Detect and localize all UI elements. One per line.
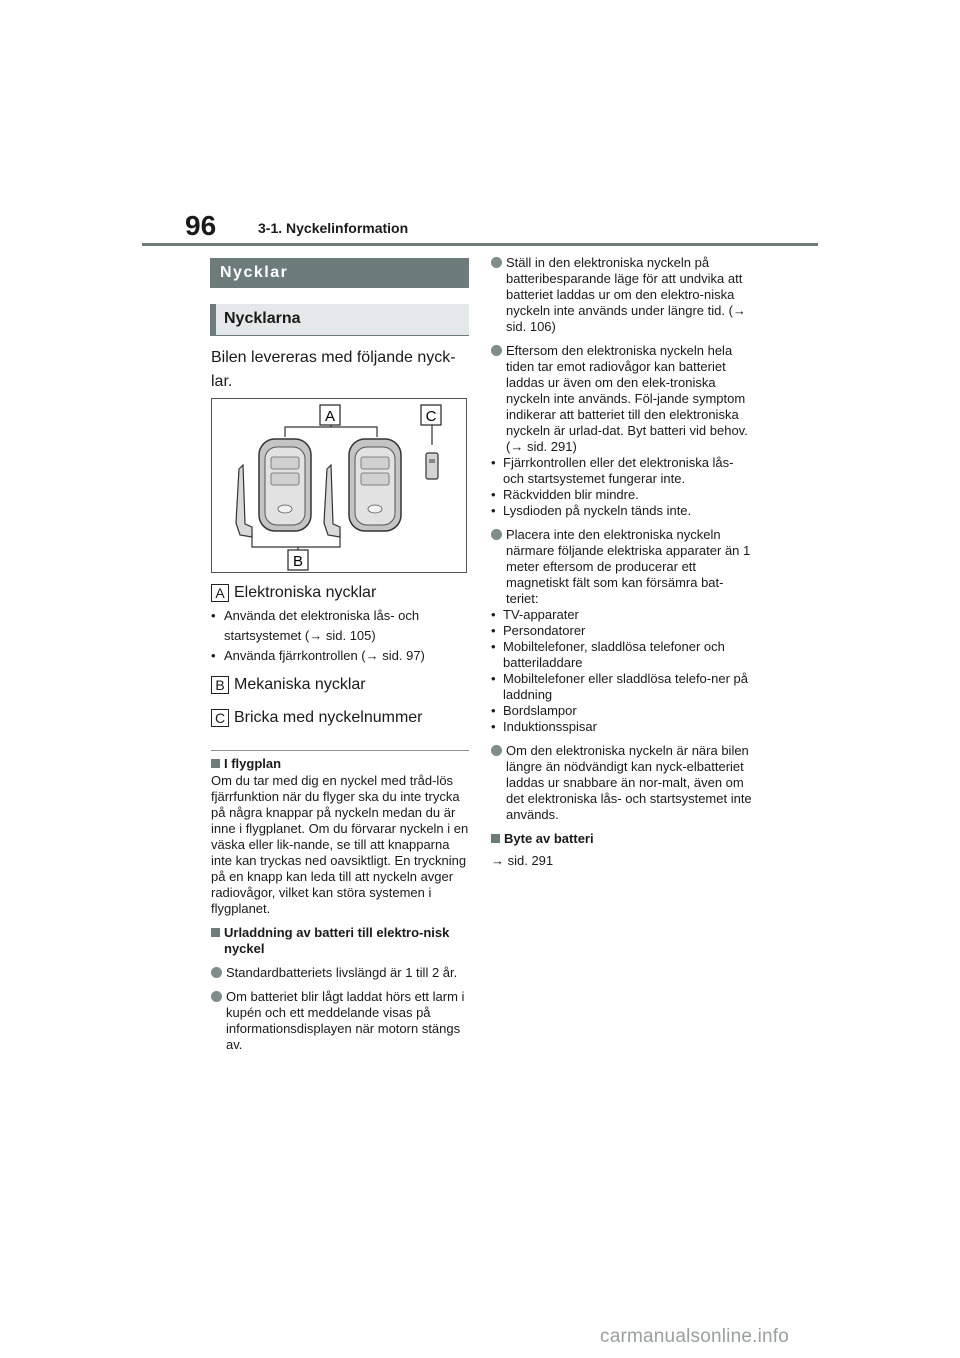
legend-c-text: Bricka med nyckelnummer <box>234 709 423 726</box>
notes-divider <box>211 750 469 751</box>
battery-save-note: Ställ in den elektroniska nyckeln på batteribesparande läge för att undvika att batteriet laddas ur om den elektro-niska nyckeln inte används under längre tid. (→ sid. 106) <box>491 255 753 335</box>
circle-bullet-icon <box>491 345 502 356</box>
list-item: • Mobiltelefoner eller sladdlösa telefo-ner på laddning <box>491 671 753 703</box>
circle-bullet-icon <box>211 967 222 978</box>
page-number: 96 <box>185 210 217 241</box>
label-a: A <box>324 408 336 425</box>
square-bullet-icon <box>211 928 220 937</box>
legend-a-letter: A <box>211 584 229 602</box>
circle-bullet-icon <box>491 745 502 756</box>
discharge-heading: Urladdning av batteri till elektro-nisk nyckel <box>211 925 469 957</box>
subsection-title: Nycklarna <box>210 304 469 336</box>
watermark: carmanualsonline.info <box>600 1326 790 1347</box>
list-item: • Mobiltelefoner, sladdlösa telefoner och batteriladdare <box>491 639 753 671</box>
discharge-point: Om batteriet blir lågt laddat hörs ett larm i kupén och ett meddelande visas på informationsdisplayen när motorn stängs av. <box>211 989 469 1053</box>
legend-a <box>211 584 376 602</box>
header-divider <box>142 243 818 246</box>
right-notes <box>491 255 753 869</box>
battery-page-link[interactable]: → sid. 291 <box>491 853 554 868</box>
legend-b <box>211 676 366 694</box>
list-item: • Fjärrkontrollen eller det elektroniska lås- och startsystemet fungerar inte. <box>491 455 753 487</box>
list-item: • Persondatorer <box>491 623 753 639</box>
battery-heading: Byte av batteri <box>491 831 753 847</box>
square-bullet-icon <box>491 834 500 843</box>
circle-bullet-icon <box>491 257 502 268</box>
list-item: • Använda det elektroniska lås- och startsystemet (→ sid. 105) <box>211 606 473 646</box>
label-a-connector <box>285 427 377 437</box>
chapter-title: 3-1. Nyckelinformation <box>258 220 409 236</box>
mechanical-key-left-icon <box>236 465 252 537</box>
near-car-note: Om den elektroniska nyckeln är nära bilen längre än nödvändigt kan nyck-elbatteriet laddas ur snabbare än nor-malt, även om det elektroniska lås- och startsystemet inte används. <box>491 743 753 823</box>
list-item: • Bordslampor <box>491 703 753 719</box>
label-c: C <box>425 408 437 425</box>
electronic-key-right-icon <box>349 439 401 531</box>
mechanical-key-right-icon <box>324 465 340 537</box>
legend-c <box>211 709 423 727</box>
discharge-point: Standardbatteriets livslängd är 1 till 2 år. <box>211 965 469 981</box>
list-item: • Induktionsspisar <box>491 719 753 735</box>
list-item: • Använda fjärrkontrollen (→ sid. 97) <box>211 646 473 666</box>
electronic-key-left-icon <box>259 439 311 531</box>
radio-wave-note: Eftersom den elektroniska nyckeln hela tiden tar emot radiovågor kan batteriet laddas ur även om den elek-troniska nyckeln inte används. Föl-jande symptom indikerar att batteriet till den elektroniska nyckeln är urlad-dat. Byt batteri vid behov. (→ sid. 291) <box>491 343 753 455</box>
label-b: B <box>292 553 304 570</box>
legend-a-items <box>211 606 473 666</box>
list-item: • TV-apparater <box>491 607 753 623</box>
flight-text: Om du tar med dig en nyckel med tråd-lös fjärrfunktion när du flyger ska du inte trycka på några knappar på nyckeln medan du är inne i flygplanet. Om du förvarar nyckeln i en väska eller lik-nande, se till att knapparna inte kan tryckas ned oavsiktligt. En tryckning på en knapp kan leda till att nyckeln avger radiovågor, vilket kan störa systemen i flygplanet. <box>211 773 469 916</box>
left-notes <box>211 756 469 1053</box>
list-item: • Räckvidden blir mindre. <box>491 487 753 503</box>
legend-c-letter: C <box>211 709 229 727</box>
key-number-plate-icon <box>426 453 438 479</box>
legend-a-text: Elektroniska nycklar <box>234 584 377 601</box>
subsection-underline <box>210 335 469 336</box>
section-title: Nycklar <box>210 258 469 288</box>
appliance-note: Placera inte den elektroniska nyckeln närmare följande elektriska apparater än 1 meter eftersom de producerar ett magnetiskt fält som kan försämra bat-teriet: <box>491 527 753 607</box>
circle-bullet-icon <box>491 529 502 540</box>
flight-heading: I flygplan <box>211 756 469 772</box>
circle-bullet-icon <box>211 991 222 1002</box>
keys-illustration <box>212 399 466 572</box>
legend-b-text: Mekaniska nycklar <box>234 676 366 693</box>
square-bullet-icon <box>211 759 220 768</box>
label-b-connector <box>252 534 340 547</box>
legend-b-letter: B <box>211 676 229 694</box>
intro-text: Bilen levereras med följande nyck-lar. <box>211 349 456 390</box>
list-item: • Lysdioden på nyckeln tänds inte. <box>491 503 753 519</box>
keys-figure <box>211 398 467 573</box>
